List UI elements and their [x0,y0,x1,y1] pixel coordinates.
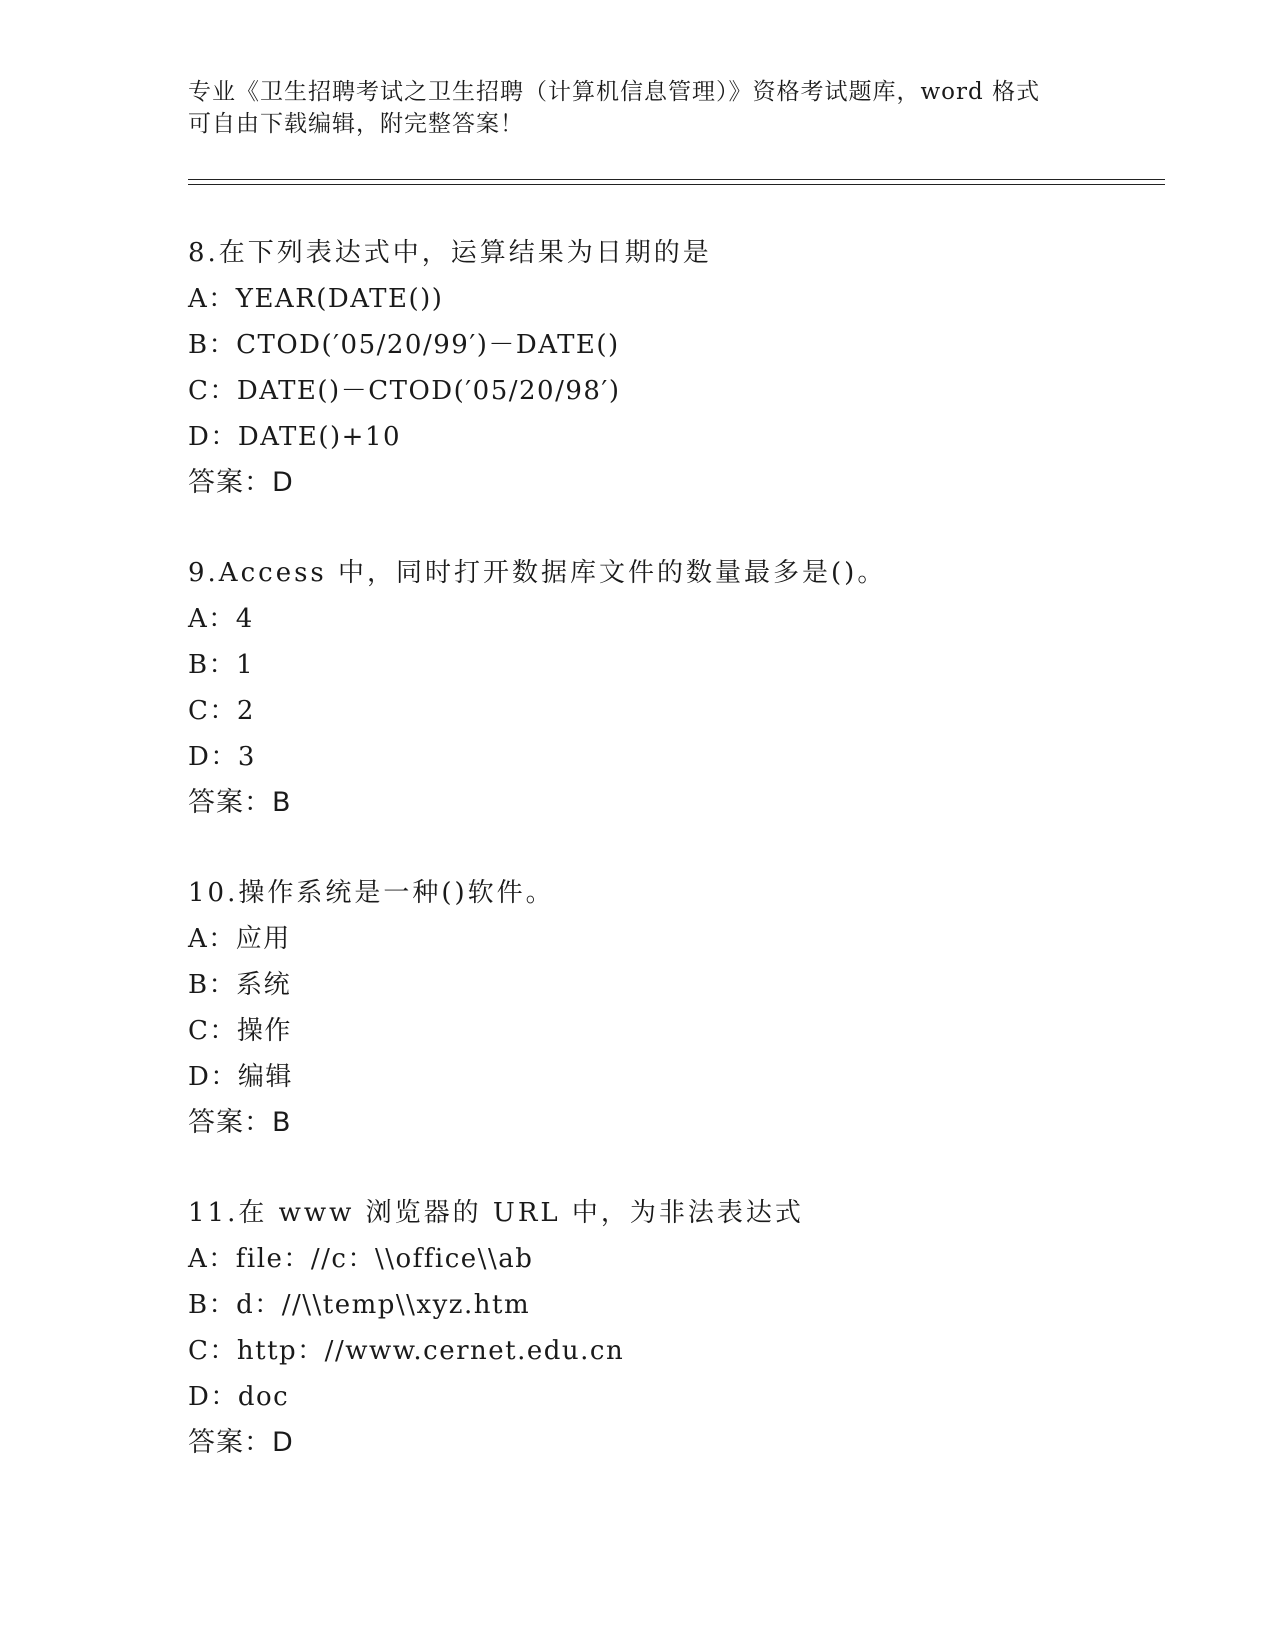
header-divider-top [188,179,1165,180]
header-line-2: 可自由下载编辑，附完整答案！ [188,111,524,137]
option-d: D：DATE()+10 [188,422,402,452]
header-line-1: 专业《卫生招聘考试之卫生招聘（计算机信息管理）》资格考试题库，word 格式 [188,79,1041,105]
question-8 [188,230,1148,506]
option-c: C：DATE()－CTOD(′05/20/98′) [188,376,621,406]
option-d: D：3 [188,742,256,772]
question-10 [188,870,1148,1146]
question-stem: 8.在下列表达式中，运算结果为日期的是 [188,238,712,268]
option-b: B：1 [188,650,255,680]
answer-line: 答案：D [188,1427,294,1458]
option-a: A：4 [188,604,254,634]
answer-line: 答案：D [188,467,294,498]
option-b: B：系统 [188,970,292,1000]
option-d: D：编辑 [188,1062,293,1092]
option-a: A：YEAR(DATE()) [188,284,444,314]
answer-line: 答案：B [188,787,292,818]
answer-line: 答案：B [188,1107,292,1138]
option-b: B：CTOD(′05/20/99′)－DATE() [188,330,620,360]
option-c: C：http：//www.cernet.edu.cn [188,1336,625,1366]
option-c: C：2 [188,696,255,726]
question-stem: 11.在 www 浏览器的 URL 中，为非法表达式 [188,1198,804,1228]
option-a: A：应用 [188,924,291,954]
question-stem: 9.Access 中，同时打开数据库文件的数量最多是()。 [188,558,887,588]
header-divider-bottom [188,184,1165,185]
question-stem: 10.操作系统是一种()软件。 [188,878,555,908]
document-header [188,76,1088,140]
question-9 [188,550,1148,826]
question-11 [188,1190,1148,1466]
option-a: A：file：//c：\\office\\ab [188,1244,534,1274]
option-b: B：d：//\\temp\\xyz.htm [188,1290,531,1320]
option-c: C：操作 [188,1016,292,1046]
option-d: D：doc [188,1382,290,1412]
